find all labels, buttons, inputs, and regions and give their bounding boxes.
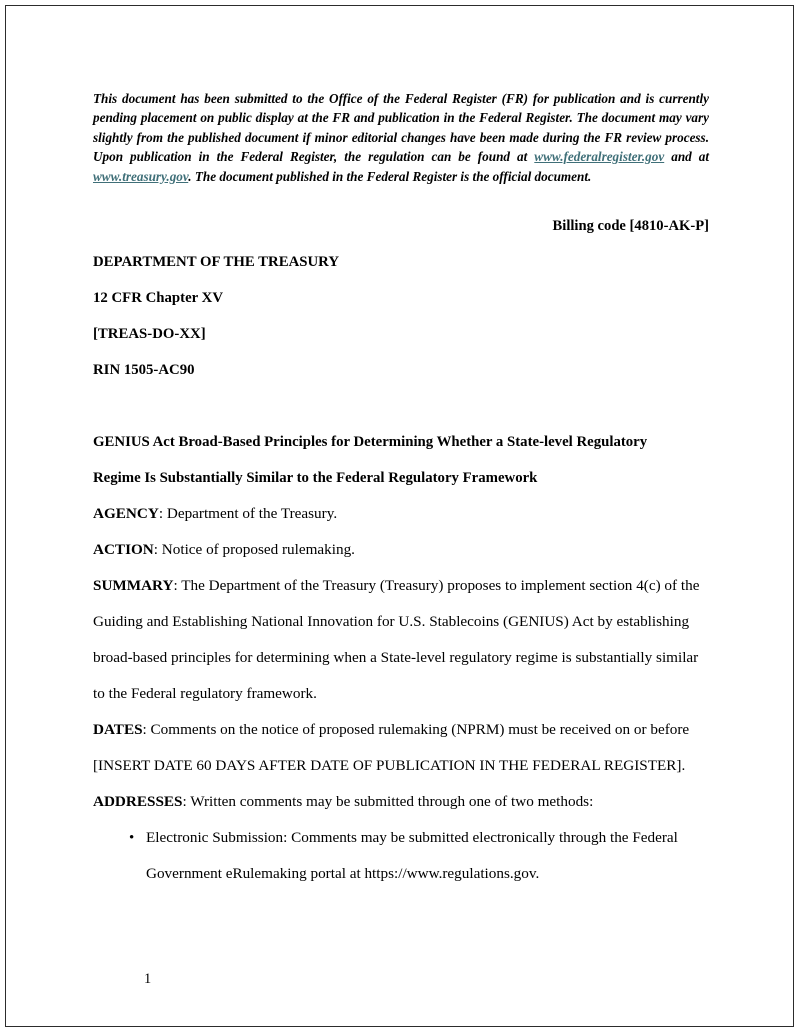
agency-section bbox=[93, 496, 709, 532]
agency-name-heading: DEPARTMENT OF THE TREASURY bbox=[93, 254, 340, 271]
action-label: ACTION bbox=[93, 541, 154, 559]
summary-value: The Department of the Treasury (Treasury) proposes to implement section 4(c) of the Guiding and Establishing National Innovation for U.S. Stablecoins (GENIUS) Act by establishing broad-based principles for determining when a State-level regulatory regime is substantially similar to the Federal regulatory framework. bbox=[93, 577, 700, 703]
billing-code: Billing code [4810-AK-P] bbox=[552, 218, 709, 235]
addresses-section bbox=[93, 784, 709, 820]
agency-value: Department of the Treasury. bbox=[166, 505, 338, 523]
fr-notice-segment-1: This document has been submitted to the Office of the Federal Register (FR) for publication and is currently pending placement on public display at the FR and publication in the Federal Register. The document may vary slightly from the published document if minor editorial changes have been made during the FR review process. Upon publication in the Federal Register, the regulation can be found at bbox=[93, 91, 709, 165]
summary-label: SUMMARY bbox=[93, 577, 174, 595]
document-metadata-block bbox=[93, 244, 709, 388]
action-separator: : bbox=[153, 541, 162, 559]
dates-section bbox=[93, 712, 709, 784]
page-number: 1 bbox=[144, 971, 152, 987]
federalregister-gov-link[interactable]: www.federalregister.gov bbox=[534, 149, 665, 165]
page-title: GENIUS Act Broad-Based Principles for Determining Whether a State-level Regulatory Regime Is Substantially Similar to the Federal Regulatory Framework bbox=[93, 434, 648, 487]
docket-id-heading: [TREAS-DO-XX] bbox=[93, 326, 206, 343]
bullet-point-icon: • bbox=[129, 830, 135, 847]
fr-notice-segment-3: . The document published in the Federal Register is the official document. bbox=[188, 168, 592, 184]
agency-label: AGENCY bbox=[93, 505, 159, 523]
federal-register-notice bbox=[93, 89, 709, 186]
dates-value: Comments on the notice of proposed rulemaking (NPRM) must be received on or before [INSERT DATE 60 DAYS AFTER DATE OF PUBLICATION IN THE FEDERAL REGISTER]. bbox=[93, 721, 690, 775]
rin-heading: RIN 1505-AC90 bbox=[93, 362, 195, 379]
cfr-chapter-heading: 12 CFR Chapter XV bbox=[93, 290, 224, 307]
addresses-separator: : bbox=[182, 793, 191, 811]
addresses-label: ADDRESSES bbox=[93, 793, 183, 811]
title-spacer bbox=[93, 388, 709, 424]
list-item bbox=[93, 820, 709, 892]
summary-section bbox=[93, 568, 709, 712]
action-value: Notice of proposed rulemaking. bbox=[161, 541, 355, 559]
action-section bbox=[93, 532, 709, 568]
addresses-value: Written comments may be submitted through one of two methods: bbox=[190, 793, 594, 811]
summary-separator: : bbox=[173, 577, 182, 595]
dates-label: DATES bbox=[93, 721, 143, 739]
document-content bbox=[93, 89, 709, 892]
fr-notice-segment-2: and at bbox=[664, 149, 710, 165]
treasury-gov-link[interactable]: www.treasury.gov bbox=[93, 168, 189, 184]
list-item-label: Electronic Submission: Comments may be submitted electronically through the Federal Government eRulemaking portal at https://www.regulations.gov. bbox=[146, 829, 678, 883]
dates-separator: : bbox=[142, 721, 151, 739]
agency-separator: : bbox=[158, 505, 167, 523]
document-page bbox=[5, 5, 794, 1027]
